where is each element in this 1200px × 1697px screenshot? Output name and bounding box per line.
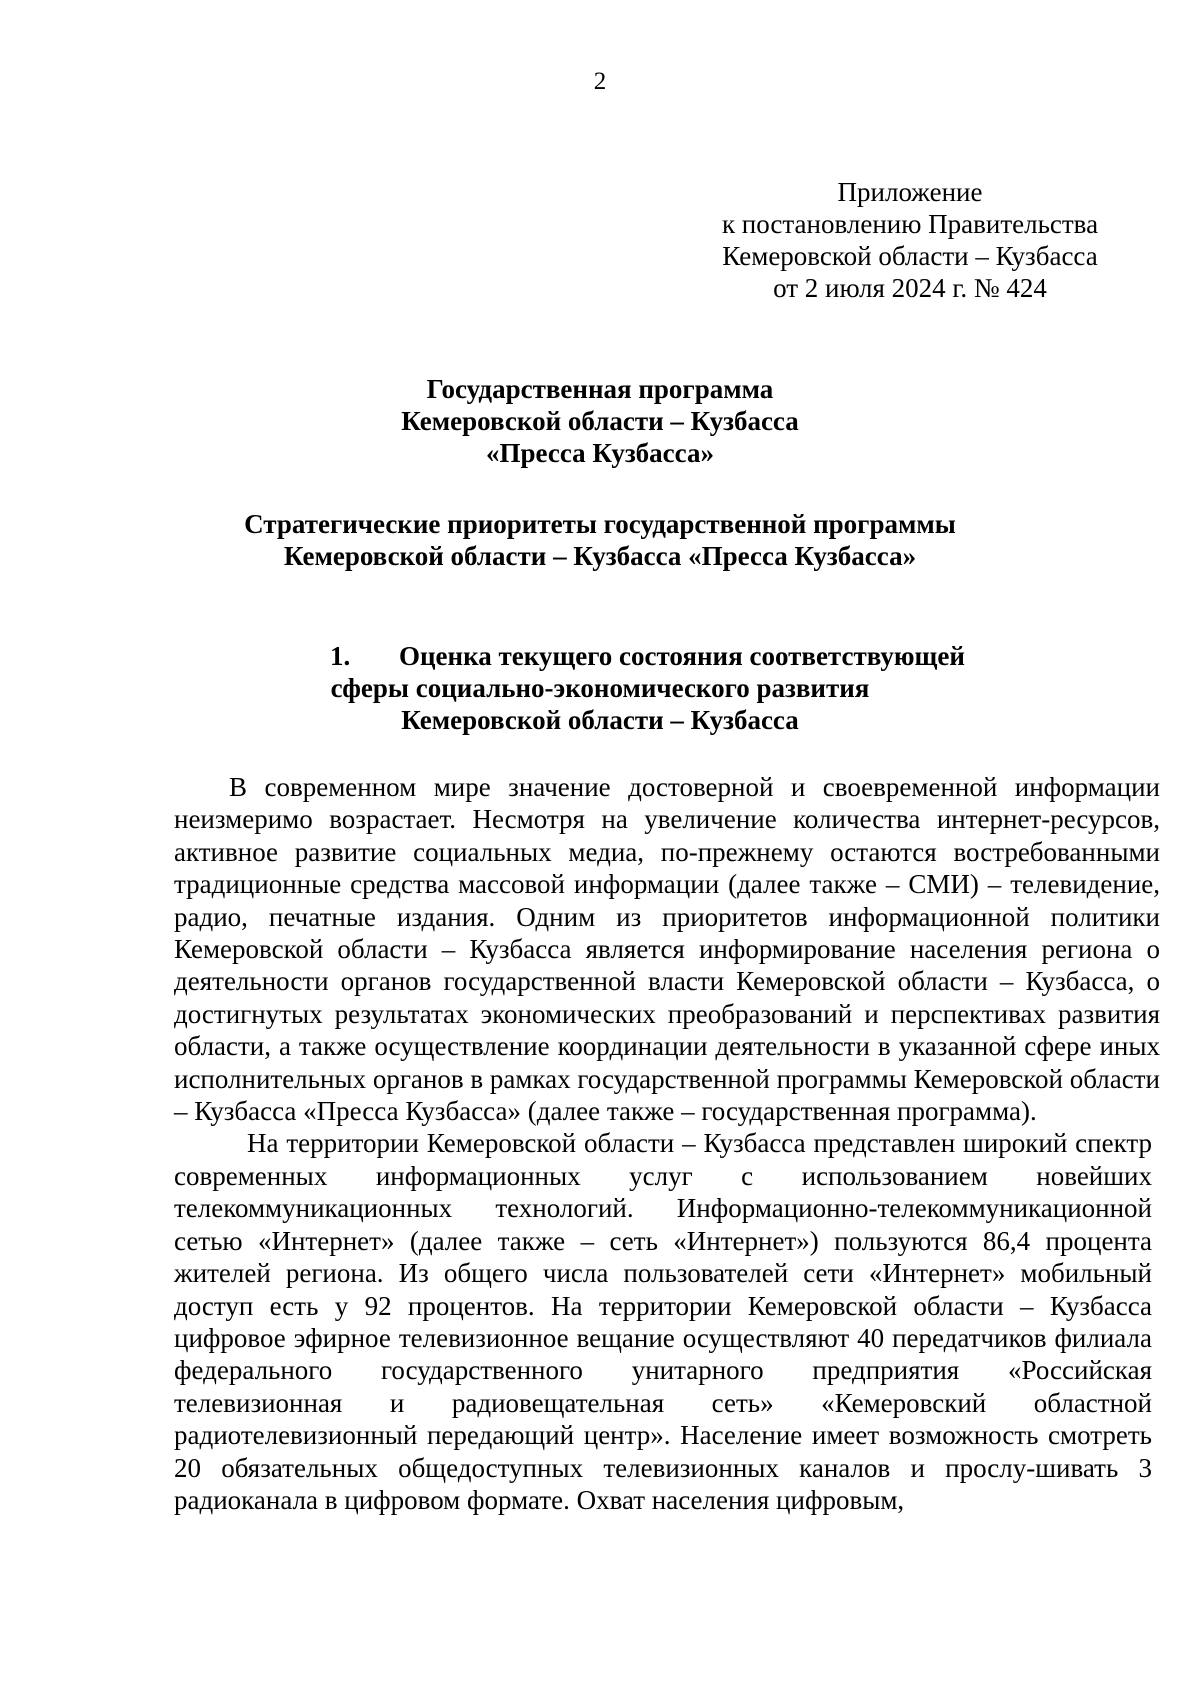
section-number: 1.	[330, 641, 351, 671]
title-line-3: «Пресса Кузбасса»	[486, 438, 714, 468]
document-title	[0, 373, 1200, 469]
appendix-line-3: Кемеровской области – Кузбасса	[722, 241, 1098, 271]
title-line-1: Государственная программа	[426, 374, 774, 404]
strategy-line-2: Кемеровской области – Кузбасса «Пресса Кузбасса»	[283, 541, 917, 571]
paragraph-2: На территории Кемеровской области – Кузбасса представлен широкий спектр современных информационных услуг с использованием новейших телекоммуникационных технологий. Информационно-телекоммуникационной сетью «Интернет» (далее также – сеть «Интернет») пользуются 86,4 процента жителей региона. Из общего числа пользователей сети «Интернет» мобильный доступ есть у 92 процентов. На территории Кемеровской области – Кузбасса цифровое эфирное телевизионное вещание осуществляют 40 передатчиков филиала федерального государственного унитарного предприятия «Российская телевизионная и радиовещательная сеть» «Кемеровский областной радиотелевизионный передающий центр». Население имеет возможность смотреть 20 обязательных общедоступных телевизионных каналов и прослу-шивать 3 радиоканала в цифровом формате. Охват населения цифровым,	[174, 1128, 1152, 1515]
body-text	[174, 771, 1160, 1516]
paragraph-1: В современном мире значение достоверной и своевременной информации неизмеримо возрастает. Несмотря на увеличение количества интернет-ресурсов, активное развитие социальных медиа, по-прежнему остаются востребованными традиционные средства массовой информации (далее также – СМИ) – телевидение, радио, печатные издания. Одним из приоритетов информационной политики Кемеровской области – Кузбасса является информирование населения региона о деятельности органов государственной власти Кемеровской области – Кузбасса, о достигнутых результатах экономических преобразований и перспективах развития области, а также осуществление координации деятельности в указанной сфере иных исполнительных органов в рамках государственной программы Кемеровской области – Кузбасса «Пресса Кузбасса» (далее также – государственная программа).	[174, 772, 1160, 1127]
section-heading-line-1: Оценка текущего состояния соответствующей	[399, 641, 965, 671]
section-heading-line-2: сферы социально-экономического развития	[330, 673, 870, 703]
appendix-header	[690, 176, 1130, 304]
title-line-2: Кемеровской области – Кузбасса	[401, 406, 799, 436]
strategy-heading	[0, 508, 1200, 572]
strategy-line-1: Стратегические приоритеты государственной программы	[244, 509, 956, 539]
page-number: 2	[593, 68, 607, 95]
section-1-heading	[300, 640, 1000, 736]
appendix-line-2: к постановлению Правительства	[721, 209, 1099, 239]
section-heading-line-3: Кемеровской области – Кузбасса	[401, 705, 799, 735]
appendix-line-1: Приложение	[837, 177, 983, 207]
appendix-line-4: от 2 июля 2024 г. № 424	[773, 273, 1047, 303]
